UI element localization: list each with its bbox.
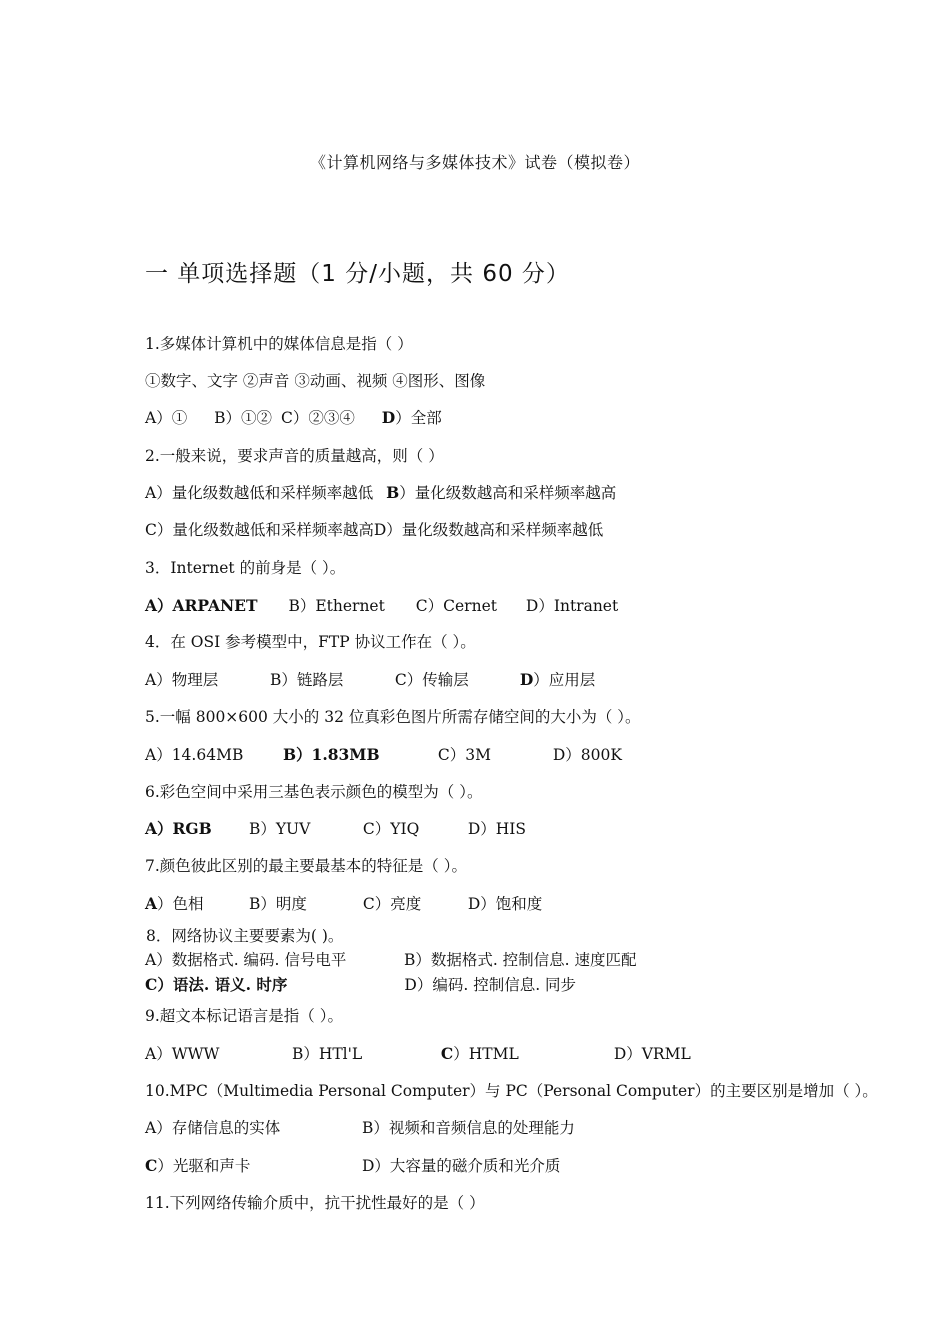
option-d: D）VRML bbox=[613, 1045, 691, 1063]
question-2-options-cd bbox=[145, 518, 603, 540]
question-8-options-cd bbox=[145, 973, 576, 995]
question-8-options-ab bbox=[145, 948, 637, 970]
question-5-stem: 5.一幅 800×600 大小的 32 位真彩色图片所需存储空间的大小为（ ）。 bbox=[145, 708, 641, 726]
option-a: A）物理层 bbox=[145, 671, 219, 689]
question-1-stem: 1.多媒体计算机中的媒体信息是指（ ） bbox=[145, 335, 413, 353]
option-b: B）量化级数越高和采样频率越高 bbox=[386, 483, 617, 502]
option-b: B）链路层 bbox=[269, 671, 344, 689]
option-b: B）YUV bbox=[248, 820, 311, 838]
question-1-items: ①数字、文字 ②声音 ③动画、视频 ④图形、图像 bbox=[145, 372, 486, 390]
question-8-stem: 8．网络协议主要要素为( )。 bbox=[146, 927, 344, 945]
question-10-options-cd bbox=[145, 1154, 560, 1176]
question-6-stem: 6.彩色空间中采用三基色表示颜色的模型为（ ）。 bbox=[145, 783, 483, 801]
option-c: C）量化级数越低和采样频率越高 bbox=[145, 521, 374, 539]
option-b: B）明度 bbox=[248, 895, 307, 913]
question-5-options bbox=[145, 743, 622, 765]
option-a: A）数据格式. 编码. 信号电平 bbox=[145, 951, 347, 969]
option-c: C）传输层 bbox=[394, 671, 469, 689]
question-4-options bbox=[145, 668, 595, 690]
question-3-options bbox=[145, 594, 618, 616]
option-b: B）HTl'L bbox=[291, 1045, 363, 1063]
option-a: A）量化级数越低和采样频率越低 bbox=[145, 484, 374, 502]
option-a: A）ARPANET bbox=[145, 596, 258, 615]
option-b: B）①② bbox=[214, 409, 273, 427]
option-d: D）800K bbox=[552, 746, 622, 764]
option-c: C）HTML bbox=[440, 1044, 519, 1063]
option-a: A）存储信息的实体 bbox=[145, 1119, 281, 1137]
section-heading: 一 单项选择题（1 分/小题，共 60 分） bbox=[145, 261, 570, 287]
question-2-options-ab bbox=[145, 481, 616, 503]
option-c: C）②③④ bbox=[280, 409, 355, 427]
question-7-options bbox=[145, 892, 542, 914]
question-4-stem: 4．在 OSI 参考模型中，FTP 协议工作在（ ）。 bbox=[145, 633, 476, 651]
option-a: A）色相 bbox=[145, 894, 204, 913]
question-7-stem: 7.颜色彼此区别的最主要最基本的特征是（ ）。 bbox=[145, 857, 467, 875]
question-9-options bbox=[145, 1042, 691, 1064]
option-c: C）Cernet bbox=[415, 597, 497, 615]
option-d: D）饱和度 bbox=[467, 895, 543, 913]
option-a: A）RGB bbox=[145, 819, 212, 838]
option-c: C）亮度 bbox=[362, 895, 422, 913]
question-10-options-ab bbox=[145, 1116, 575, 1138]
page-title: 《计算机网络与多媒体技术》试卷（模拟卷） bbox=[309, 153, 640, 172]
question-6-options bbox=[145, 817, 526, 839]
option-b: B）视频和音频信息的处理能力 bbox=[361, 1119, 575, 1137]
question-2-stem: 2.一般来说，要求声音的质量越高，则（ ） bbox=[145, 447, 444, 465]
option-b: B）1.83MB bbox=[282, 745, 380, 764]
option-d: D）HIS bbox=[467, 820, 526, 838]
option-c: C）YIQ bbox=[362, 820, 420, 838]
question-1-options bbox=[145, 406, 442, 428]
question-11-stem: 11.下列网络传输介质中，抗干扰性最好的是（ ） bbox=[145, 1194, 485, 1212]
option-d: D）量化级数越高和采样频率越低 bbox=[373, 521, 604, 539]
question-9-stem: 9.超文本标记语言是指（ ）。 bbox=[145, 1007, 343, 1025]
option-a: A）① bbox=[145, 409, 188, 427]
option-d: D）编码. 控制信息. 同步 bbox=[404, 976, 577, 994]
question-10-stem: 10.MPC（Multimedia Personal Computer）与 PC（Personal Computer）的主要区别是增加（ ）。 bbox=[145, 1082, 878, 1100]
option-b: B）Ethernet bbox=[288, 597, 385, 615]
option-d: D）大容量的磁介质和光介质 bbox=[361, 1157, 561, 1175]
option-d: D）Intranet bbox=[525, 597, 619, 615]
option-c: C）3M bbox=[437, 746, 491, 764]
option-a: A）WWW bbox=[145, 1045, 220, 1063]
option-c: C）光驱和声卡 bbox=[145, 1156, 251, 1175]
question-3-stem: 3．Internet 的前身是（ ）。 bbox=[145, 559, 346, 577]
option-c: C）语法. 语义. 时序 bbox=[145, 975, 288, 994]
option-d: D）全部 bbox=[381, 408, 442, 427]
option-b: B）数据格式. 控制信息. 速度匹配 bbox=[403, 951, 637, 969]
option-a: A）14.64MB bbox=[145, 746, 244, 764]
option-d: D）应用层 bbox=[519, 670, 596, 689]
